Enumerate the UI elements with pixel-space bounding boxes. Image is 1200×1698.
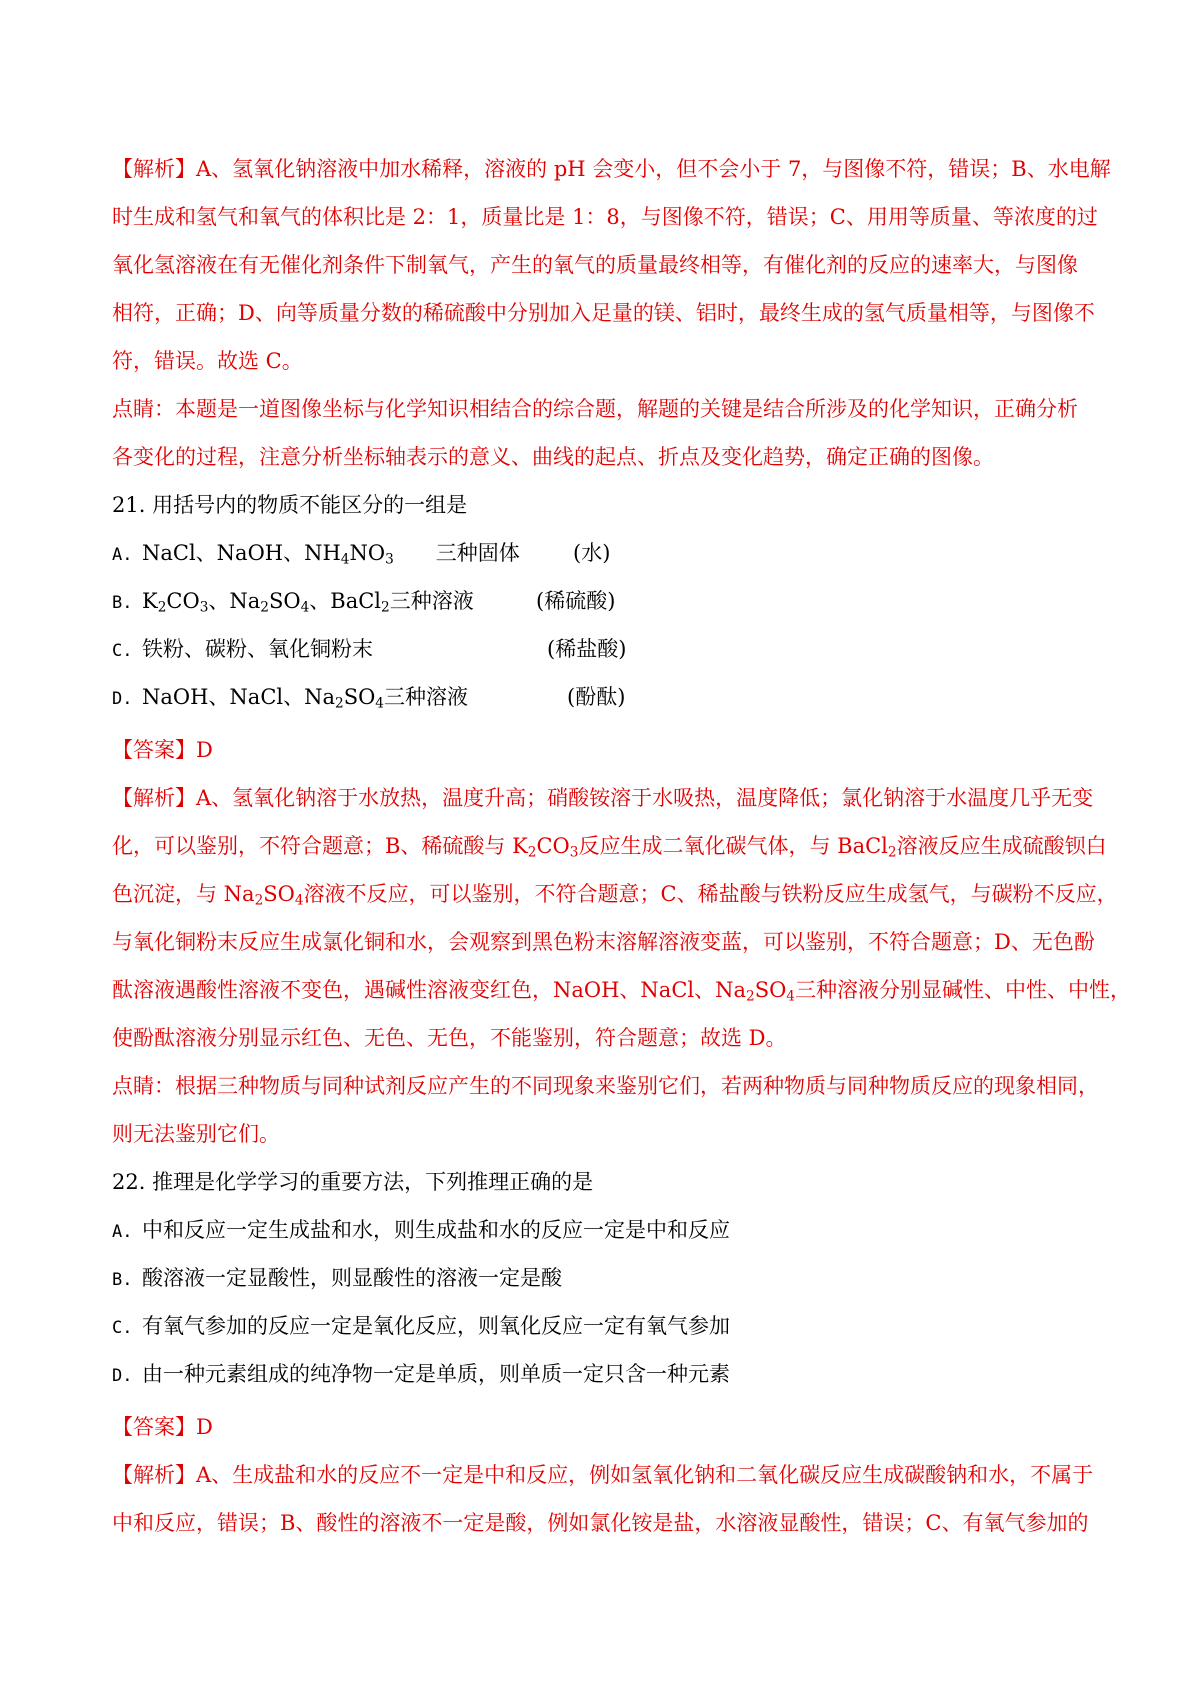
q21-option-c: C. 铁粉、碳粉、氧化铜粉末	[112, 633, 373, 667]
q21-analysis-line: 与氧化铜粉末反应生成氯化铜和水，会观察到黑色粉末溶解溶液变蓝，可以鉴别，不符合题意；D、无色酚	[112, 930, 1095, 954]
option-label: D.	[112, 689, 133, 709]
q21-analysis-line: 色沉淀，与 $Na_2SO_4$溶液不反应，可以鉴别，不符合题意；C、稀盐酸与铁粉反应生成氢气，与碳粉不反应，	[112, 882, 1118, 909]
option-label: B.	[112, 1270, 133, 1290]
option-label: A.	[112, 1222, 133, 1242]
comment-line: 点睛：本题是一道图像坐标与化学知识相结合的综合题，解题的关键是结合所涉及的化学知识，正确分析	[112, 397, 1078, 421]
q21-reagent-a: (水)	[573, 541, 611, 565]
q22-option-c: C. 有氧气参加的反应一定是氧化反应，则氧化反应一定有氧气参加	[112, 1310, 730, 1344]
q21-reagent-b: (稀硫酸)	[536, 589, 616, 613]
q21-answer: 【答案】D	[112, 738, 213, 762]
q21-reagent-d: (酚酞)	[567, 685, 626, 709]
q21-comment-line: 点睛：根据三种物质与同种试剂反应产生的不同现象来鉴别它们，若两种物质与同种物质反应的现象相同，	[112, 1074, 1099, 1098]
q22-option-a: A. 中和反应一定生成盐和水，则生成盐和水的反应一定是中和反应	[112, 1214, 730, 1248]
analysis-line: 氧化氢溶液在有无催化剂条件下制氧气，产生的氧气的质量最终相等，有催化剂的反应的速率大，与图像	[112, 253, 1078, 277]
q21-analysis-line: 化，可以鉴别，不符合题意；B、稀硫酸与 $K_2CO_3$反应生成二氧化碳气体，与 BaCl$_2$溶液反应生成硫酸钡白	[112, 834, 1107, 861]
q21-option-a: A. NaCl、NaOH、$NH_4NO_3$ 三种固体	[112, 537, 520, 571]
q22-analysis-line: 中和反应，错误；B、酸性的溶液不一定是酸，例如氯化铵是盐，水溶液显酸性，错误；C、有氧气参加的	[112, 1511, 1089, 1535]
q22-option-b: B. 酸溶液一定显酸性，则显酸性的溶液一定是酸	[112, 1262, 562, 1296]
analysis-line: 符，错误。故选 C。	[112, 349, 303, 373]
analysis-line: 相符，正确；D、向等质量分数的稀硫酸中分别加入足量的镁、铝时，最终生成的氢气质量相等，与图像不	[112, 301, 1095, 325]
question-21-stem: 21. 用括号内的物质不能区分的一组是	[112, 493, 468, 517]
q21-analysis-line: 酞溶液遇酸性溶液不变色，遇碱性溶液变红色，NaOH、NaCl、$Na_2SO_4$三种溶液分别显碱性、中性、中性，	[112, 978, 1131, 1005]
analysis-line: 时生成和氢气和氧气的体积比是 2：1，质量比是 1：8，与图像不符，错误；C、用用等质量、等浓度的过	[112, 205, 1098, 229]
q22-answer: 【答案】D	[112, 1415, 213, 1439]
q21-reagent-c: (稀盐酸)	[547, 637, 627, 661]
option-label: B.	[112, 593, 133, 613]
q22-option-d: D. 由一种元素组成的纯净物一定是单质，则单质一定只含一种元素	[112, 1358, 730, 1392]
q21-option-b: B. $K_2CO_3$、$Na_2SO_4$、BaCl$_2$三种溶液	[112, 585, 474, 619]
q21-analysis-line: 使酚酞溶液分别显示红色、无色、无色，不能鉴别，符合题意；故选 D。	[112, 1026, 787, 1050]
q22-analysis-line: 【解析】A、生成盐和水的反应不一定是中和反应，例如氢氧化钠和二氧化碳反应生成碳酸钠和水，不属于	[112, 1463, 1094, 1487]
comment-line: 各变化的过程，注意分析坐标轴表示的意义、曲线的起点、折点及变化趋势，确定正确的图像。	[112, 445, 994, 469]
q21-analysis-line: 【解析】A、氢氧化钠溶于水放热，温度升高；硝酸铵溶于水吸热，温度降低；氯化钠溶于水温度几乎无变	[112, 786, 1094, 810]
option-label: A.	[112, 545, 133, 565]
option-label: D.	[112, 1366, 133, 1386]
q21-comment-line: 则无法鉴别它们。	[112, 1122, 280, 1146]
q21-option-d: D. NaOH、NaCl、$Na_2SO_4$三种溶液	[112, 681, 468, 715]
option-label: C.	[112, 1318, 133, 1338]
option-label: C.	[112, 641, 133, 661]
question-22-stem: 22. 推理是化学学习的重要方法，下列推理正确的是	[112, 1170, 594, 1194]
analysis-line: 【解析】A、氢氧化钠溶液中加水稀释，溶液的 pH 会变小，但不会小于 7，与图像不符，错误；B、水电解	[112, 157, 1111, 181]
